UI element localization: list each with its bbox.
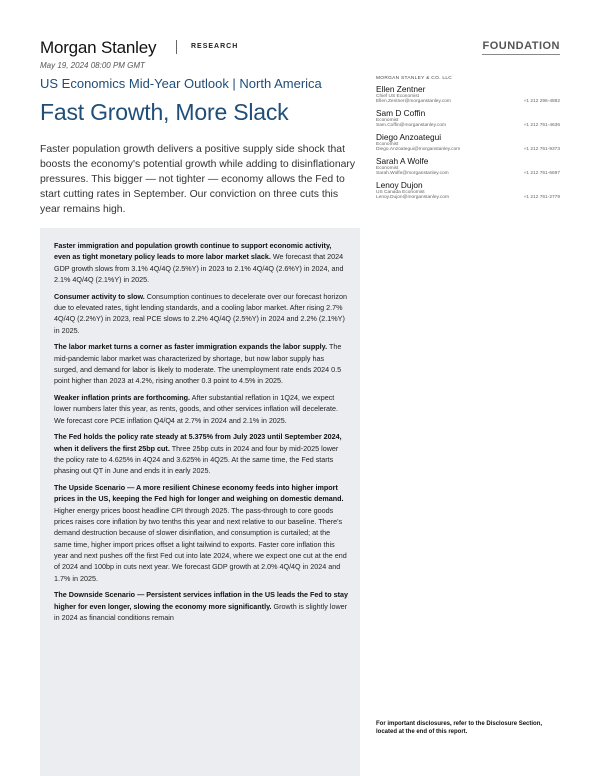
key-point-body: Three 25bp cuts in 2024 and four by mid-2025 lower the policy rate to 4.625% in 4Q24 and 3.625% in 4Q25. At the same time, the Fed starts phasing out QT in June and ends it in early 2025. — [54, 443, 339, 476]
author-email-link[interactable]: Sam.Coffin@morganstanley.com — [376, 123, 447, 128]
brand-divider — [176, 40, 177, 54]
key-point-body: Consumption continues to decelerate over our forecast horizon due to elevated rates, tight lending standards, and a cooling labor market. After rising 2.7% 4Q/4Q (2.2%Y) in 2023, real PCE slows to 2.2% 4Q/4Q (2.5%Y) in 2024 and 2.2% (2.1%Y) in 2025. — [54, 291, 347, 335]
author-panel — [376, 76, 560, 204]
key-point — [54, 589, 348, 623]
author-phone: +1 212 761-6697 — [523, 171, 560, 176]
key-point-heading: The Fed holds the policy rate steady at 5.375% from July 2023 until September 2024, when it delivers the first 25bp cut. — [54, 432, 342, 453]
key-point-body: After substantial reflation in 1Q24, we expect lower numbers later this year, as rents, goods, and other services inflation will decelerate. We forecast core PCE inflation Q4/Q4 at 2.7% in 2024 and 2.1% in 2025. — [54, 393, 339, 425]
author-contact — [376, 195, 560, 200]
author-email-link[interactable]: Diego.Anzoategui@morganstanley.com — [376, 147, 461, 152]
author-email-link[interactable]: Sarah.Wolfe@morganstanley.com — [376, 171, 449, 176]
author-entry — [376, 180, 560, 200]
author-contact — [376, 147, 560, 152]
key-point-body: Growth is slightly lower in 2024 as financial conditions remain — [54, 601, 348, 622]
author-phone: +1 212 296-4882 — [523, 99, 560, 104]
author-phone: +1 212 761-9373 — [523, 147, 560, 152]
author-contact — [376, 171, 560, 176]
disclosure-note: For important disclosures, refer to the Disclosure Section, located at the end of this report. — [376, 721, 543, 735]
author-phone: +1 212 761-4636 — [523, 123, 560, 128]
author-entry — [376, 84, 560, 104]
report-topic: US Economics Mid-Year Outlook | North America — [40, 76, 322, 91]
key-point-heading: The labor market turns a corner as faster immigration expands the labor supply. — [54, 342, 328, 352]
author-role: Economist — [376, 118, 399, 123]
key-point-body: We forecast that 2024 GDP growth slows from 3.1% 4Q/4Q (2.5%Y) in 2023 to 2.1% 4Q/4Q (2.6%Y) in 2024, and 2.1% 4Q/4Q (2.1%Y) in 2025. — [54, 252, 344, 284]
author-entry — [376, 132, 560, 152]
key-point — [54, 482, 348, 584]
author-name: Diego Anzoategui — [376, 132, 442, 142]
firm-name: MORGAN STANLEY & CO. LLC — [376, 76, 453, 81]
key-points-box — [40, 228, 360, 776]
author-entry — [376, 108, 560, 128]
author-role: Economist — [376, 166, 399, 171]
author-name: Ellen Zentner — [376, 84, 426, 94]
key-point-heading: Weaker inflation prints are forthcoming. — [54, 393, 191, 403]
brand-logo: Morgan Stanley — [40, 38, 157, 57]
key-point-heading: Consumer activity to slow. — [54, 291, 145, 301]
author-role: Chief US Economist — [376, 94, 419, 99]
foundation-badge: FOUNDATION — [482, 40, 560, 55]
author-entry — [376, 156, 560, 176]
key-point — [54, 291, 348, 336]
author-role: Economist — [376, 142, 399, 147]
key-point — [54, 392, 348, 426]
key-point-body: The mid-pandemic labor market was characterized by shortage, but now labor supply has surged, and demand for labor is likely to moderate. The unemployment rate ends 2024 0.5 point higher than 2023 at 4.2%, rising another 0.3 point to 4.5% in 2025. — [54, 342, 342, 386]
author-name: Lenoy Dujon — [376, 180, 423, 190]
author-email-link[interactable]: Lenoy.Dujon@morganstanley.com — [376, 195, 449, 200]
author-role: US Canada Economist — [376, 190, 425, 195]
author-contact — [376, 123, 560, 128]
author-email-link[interactable]: Ellen.Zentner@morganstanley.com — [376, 99, 451, 104]
key-point — [54, 431, 348, 476]
author-contact — [376, 99, 560, 104]
key-point-body: Higher energy prices boost headline CPI through 2025. The pass-through to core goods prices raises core inflation by two tenths this year and next relative to our baseline. There's demand destruction because of slower disinflation, and consumption is curtailed; at the same time, higher import prices offset a light tailwind to exports. Faster core inflation this year and next pushes off the first Fed cut into late 2024, where we expect one cut at the end of 2024 and 100bp in cuts next year. We forecast GDP growth at 2.0% 4Q/4Q in 2024 and 1.7% in 2025. — [54, 505, 347, 583]
lead-paragraph: Faster population growth delivers a positive supply side shock that boosts the economy's potential growth while adding to disinflationary pressures. This bigger — not tighter — economy allows the Fed to start cutting rates in September. Our conviction on three cuts this year remains high. — [40, 144, 356, 215]
brand-research-label: RESEARCH — [191, 43, 239, 50]
report-title: Fast Growth, More Slack — [40, 99, 289, 125]
key-point-heading: The Downside Scenario — Persistent services inflation in the US leads the Fed to stay higher for even longer, slowing the economy more significantly. — [54, 590, 348, 611]
key-point-heading: Faster immigration and population growth continue to support economic activity, even as tight monetary policy leads to more labor market slack. — [54, 241, 332, 262]
key-point — [54, 240, 348, 285]
key-point-heading: The Upside Scenario — A more resilient Chinese economy feeds into higher import prices in the US, keeping the Fed high for longer and weighing on domestic demand. — [54, 483, 344, 504]
key-point — [54, 341, 348, 386]
publish-date: May 19, 2024 08:00 PM GMT — [40, 61, 145, 70]
author-name: Sam D Coffin — [376, 108, 426, 118]
author-phone: +1 212 761-2779 — [523, 195, 560, 200]
author-name: Sarah A Wolfe — [376, 156, 429, 166]
